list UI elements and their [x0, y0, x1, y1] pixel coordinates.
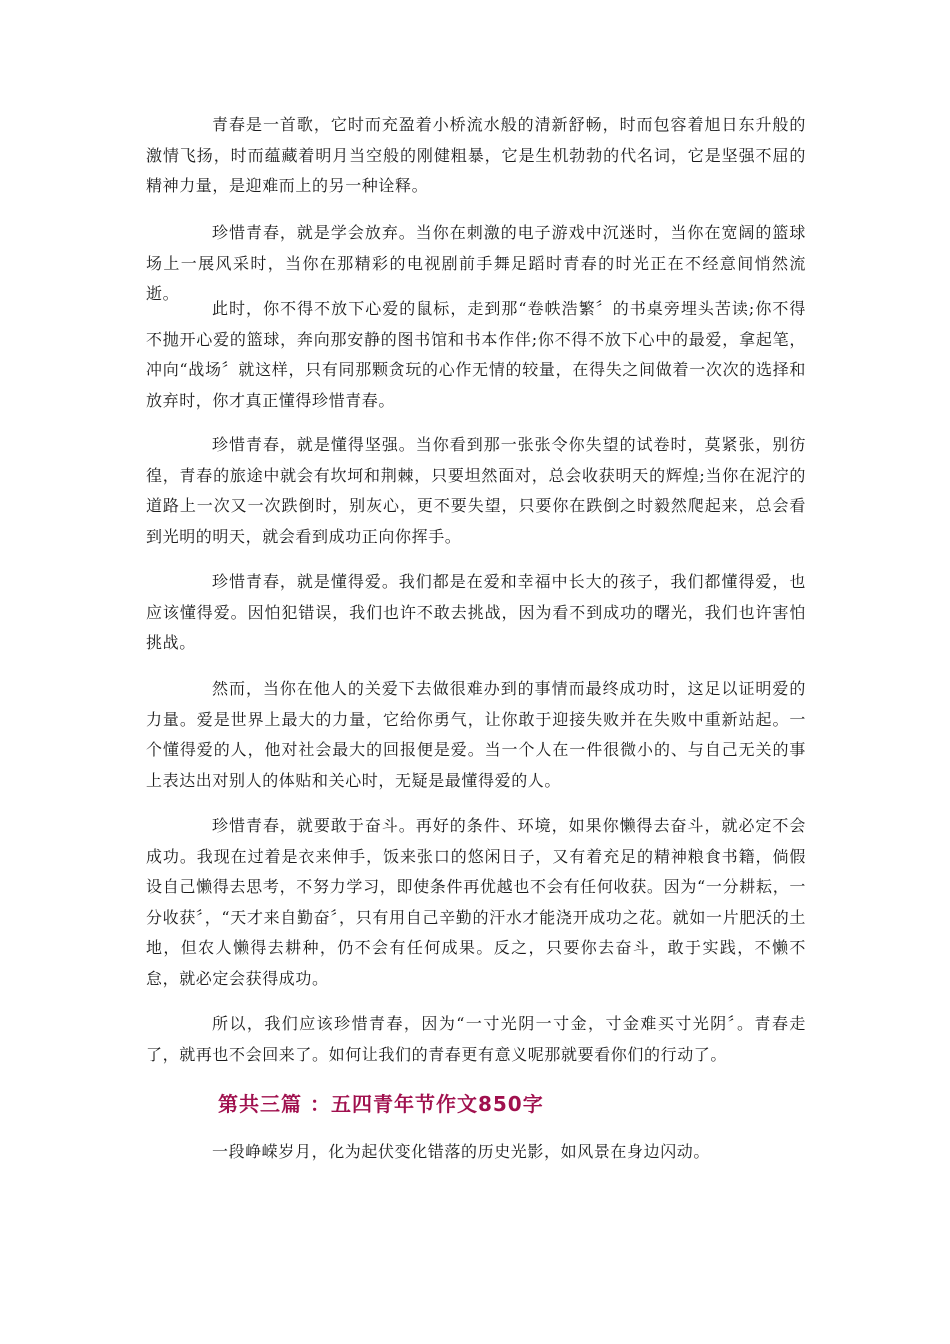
section-heading: 第共三篇 ：五四青年节作文850字	[218, 1092, 544, 1116]
paragraph-power-of-love: 然而，当你在他人的关爱下去做很难办到的事情而最终成功时，这足以证明爱的力量。爱是世界上最大的力量，它给你勇气，让你敢于迎接失败并在失败中重新站起。一个懂得爱的人，他对社会最大的回报便是爱。当一个人在一件很微小的、与自己无关的事上表达出对别人的体贴和关心时，无疑是最懂得爱的人。	[146, 679, 806, 790]
paragraph-learn-to-give-up: 珍惜青春，就是学会放弃。当你在刺激的电子游戏中沉迷时，当你在宽阔的篮球场上一展风采时，当你在那精彩的电视剧前手舞足蹈时青春的时光正在不经意间悄然流逝。	[146, 223, 806, 303]
paragraph-be-strong: 珍惜青春，就是懂得坚强。当你看到那一张张令你失望的试卷时，莫紧张，别彷徨，青春的旅途中就会有坎坷和荆棘，只要坦然面对，总会收获明天的辉煌;当你在泥泞的道路上一次又一次跌倒时，别灰心，更不要失望，只要你在跌倒之时毅然爬起来，总会看到光明的明天，就会看到成功正向你挥手。	[146, 435, 806, 546]
paragraph-conclusion: 所以，我们应该珍惜青春，因为“一寸光阴一寸金，寸金难买寸光阴〞。青春走了，就再也不会回来了。如何让我们的青春更有意义呢那就要看你们的行动了。	[146, 1014, 806, 1064]
paragraph-youth-song: 青春是一首歌，它时而充盈着小桥流水般的清新舒畅，时而包容着旭日东升般的激情飞扬，时而蕴藏着明月当空般的刚健粗暴，它是生机勃勃的代名词，它是坚强不屈的精神力量，是迎难而上的另一种诠释。	[146, 115, 806, 195]
paragraph-put-down-hobbies: 此时，你不得不放下心爱的鼠标，走到那“卷帙浩繁〞的书桌旁埋头苦读;你不得不抛开心爱的篮球，奔向那安静的图书馆和书本作伴;你不得不放下心中的最爱，拿起笔，冲向“战场〞就这样，只有同那颗贪玩的心作无情的较量，在得失之间做着一次次的选择和放弃时，你才真正懂得珍惜青春。	[146, 299, 806, 410]
paragraph-section-three-intro: 一段峥嵘岁月，化为起伏变化错落的历史光影，如风景在身边闪动。	[212, 1142, 711, 1161]
paragraph-understand-love: 珍惜青春，就是懂得爱。我们都是在爱和幸福中长大的孩子，我们都懂得爱，也应该懂得爱。因怕犯错误，我们也许不敢去挑战，因为看不到成功的曙光，我们也许害怕挑战。	[146, 572, 806, 652]
paragraph-dare-to-strive: 珍惜青春，就要敢于奋斗。再好的条件、环境，如果你懒得去奋斗，就必定不会成功。我现在过着是衣来伸手，饭来张口的悠闲日子，又有着充足的精神粮食书籍，倘假设自己懒得去思考，不努力学习，即使条件再优越也不会有任何收获。因为“一分耕耘，一分收获〞，“天才来自勤奋〞，只有用自己辛勤的汗水才能浇开成功之花。就如一片肥沃的土地，但农人懒得去耕种，仍不会有任何成果。反之，只要你去奋斗，敢于实践，不懒不怠，就必定会获得成功。	[146, 816, 806, 988]
